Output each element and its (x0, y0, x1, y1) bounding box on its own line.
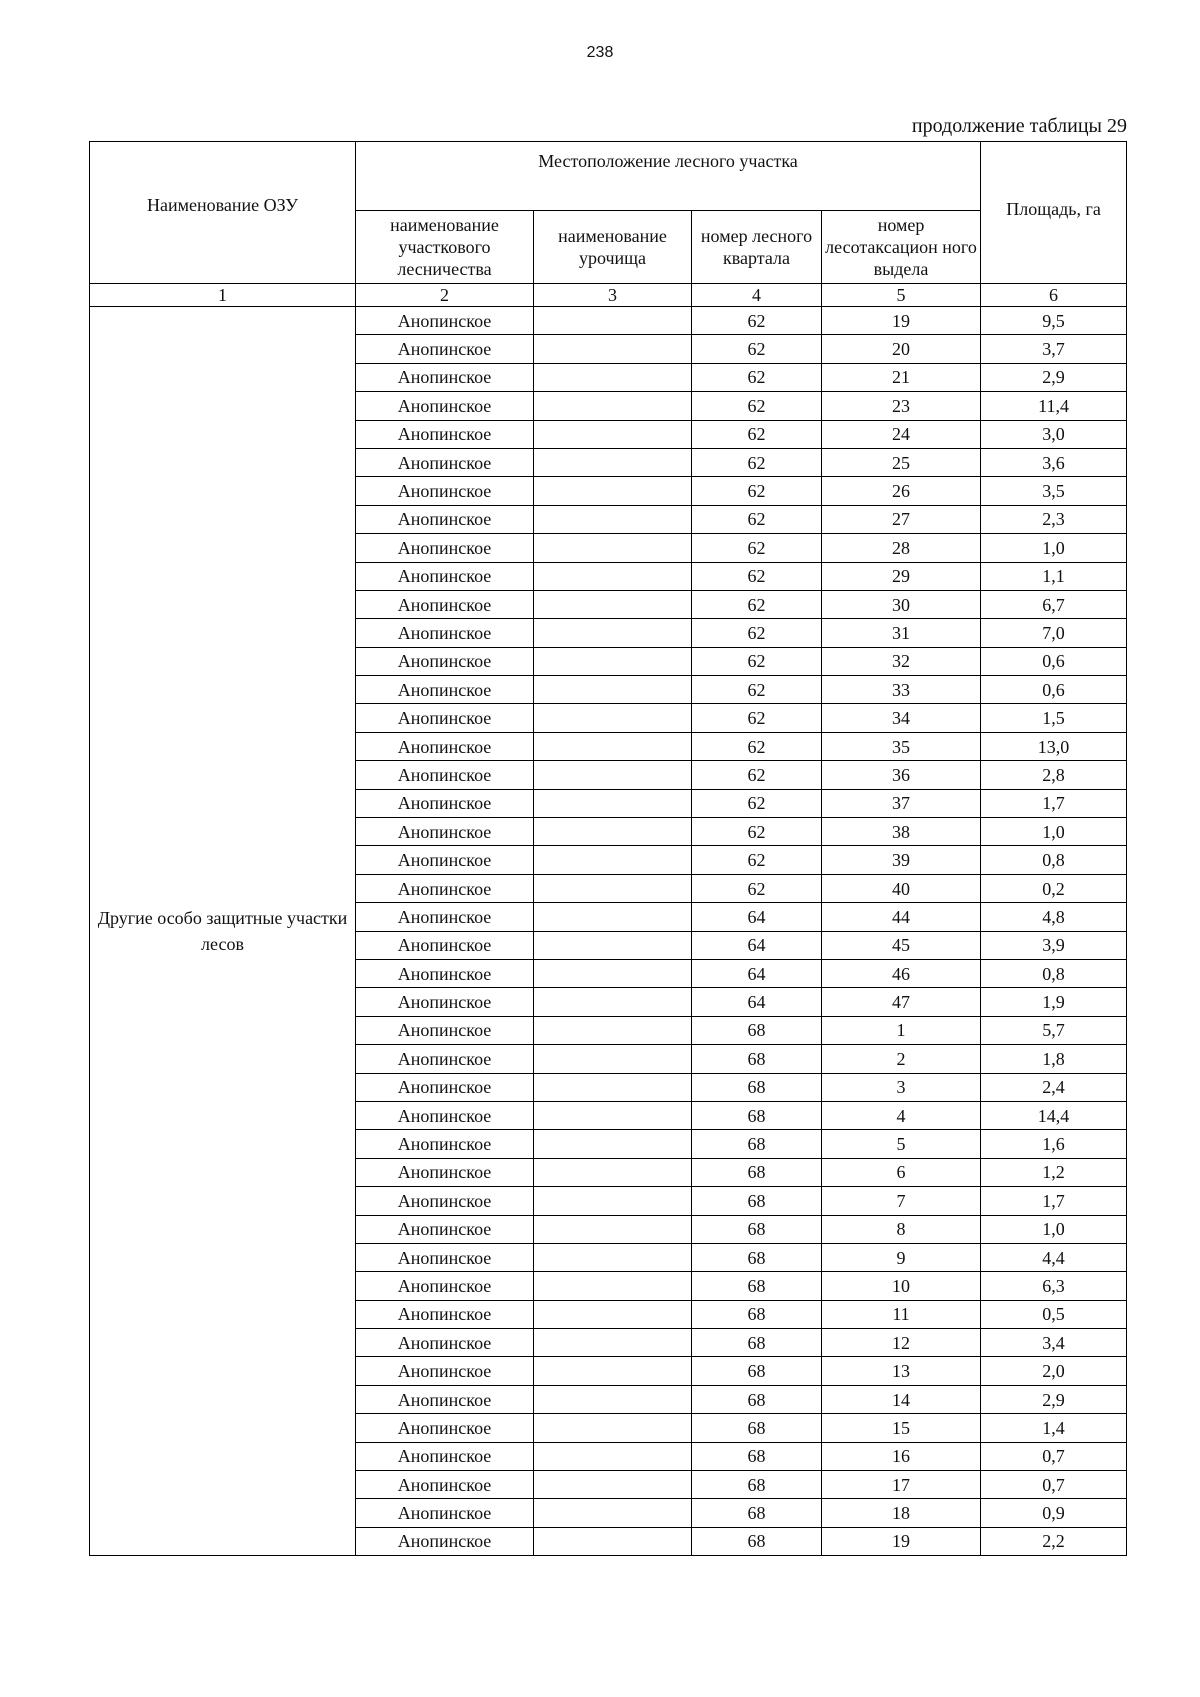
cell-kvartal: 62 (692, 619, 822, 647)
cell-vydel: 11 (822, 1300, 981, 1328)
cell-area: 1,6 (981, 1130, 1127, 1158)
cell-kvartal: 68 (692, 1499, 822, 1527)
cell-area: 4,8 (981, 903, 1127, 931)
cell-lesnichestvo: Анопинское (356, 363, 534, 391)
cell-area: 2,4 (981, 1073, 1127, 1101)
ozu-name-cell: Другие особо защитные участки лесов (90, 307, 356, 1556)
cell-area: 9,5 (981, 307, 1127, 335)
cell-urochishche (534, 1442, 692, 1470)
cell-urochishche (534, 1016, 692, 1044)
cell-lesnichestvo: Анопинское (356, 903, 534, 931)
cell-kvartal: 62 (692, 732, 822, 760)
cell-area: 0,8 (981, 959, 1127, 987)
cell-lesnichestvo: Анопинское (356, 448, 534, 476)
cell-kvartal: 62 (692, 562, 822, 590)
cell-kvartal: 62 (692, 761, 822, 789)
page-number: 238 (586, 44, 614, 61)
cell-urochishche (534, 874, 692, 902)
cell-kvartal: 62 (692, 534, 822, 562)
cell-vydel: 10 (822, 1272, 981, 1300)
cell-vydel: 33 (822, 676, 981, 704)
column-number: 2 (356, 284, 534, 307)
cell-lesnichestvo: Анопинское (356, 1187, 534, 1215)
cell-lesnichestvo: Анопинское (356, 704, 534, 732)
cell-lesnichestvo: Анопинское (356, 1272, 534, 1300)
cell-lesnichestvo: Анопинское (356, 1045, 534, 1073)
cell-area: 0,6 (981, 647, 1127, 675)
cell-lesnichestvo: Анопинское (356, 1329, 534, 1357)
cell-urochishche (534, 1471, 692, 1499)
cell-urochishche (534, 1385, 692, 1413)
cell-urochishche (534, 590, 692, 618)
cell-area: 2,9 (981, 363, 1127, 391)
cell-vydel: 45 (822, 931, 981, 959)
cell-urochishche (534, 704, 692, 732)
cell-vydel: 19 (822, 307, 981, 335)
table-row (90, 307, 1127, 335)
cell-area: 6,7 (981, 590, 1127, 618)
cell-urochishche (534, 903, 692, 931)
cell-vydel: 44 (822, 903, 981, 931)
cell-kvartal: 62 (692, 647, 822, 675)
cell-lesnichestvo: Анопинское (356, 1073, 534, 1101)
cell-area: 1,1 (981, 562, 1127, 590)
cell-kvartal: 62 (692, 477, 822, 505)
cell-vydel: 3 (822, 1073, 981, 1101)
cell-vydel: 47 (822, 988, 981, 1016)
cell-lesnichestvo: Анопинское (356, 1101, 534, 1129)
cell-vydel: 8 (822, 1215, 981, 1243)
cell-area: 5,7 (981, 1016, 1127, 1044)
cell-kvartal: 68 (692, 1442, 822, 1470)
column-number: 6 (981, 284, 1127, 307)
header-uchastkovoe: наименование участкового лесничества (356, 211, 534, 284)
cell-area: 1,5 (981, 704, 1127, 732)
cell-kvartal: 62 (692, 590, 822, 618)
cell-kvartal: 68 (692, 1300, 822, 1328)
cell-vydel: 23 (822, 392, 981, 420)
cell-urochishche (534, 392, 692, 420)
cell-kvartal: 62 (692, 420, 822, 448)
cell-kvartal: 62 (692, 307, 822, 335)
header-location: Местоположение лесного участка (356, 142, 981, 211)
cell-urochishche (534, 1414, 692, 1442)
cell-lesnichestvo: Анопинское (356, 1442, 534, 1470)
cell-vydel: 18 (822, 1499, 981, 1527)
cell-lesnichestvo: Анопинское (356, 732, 534, 760)
cell-area: 2,2 (981, 1527, 1127, 1555)
cell-lesnichestvo: Анопинское (356, 1357, 534, 1385)
column-number: 5 (822, 284, 981, 307)
cell-kvartal: 68 (692, 1073, 822, 1101)
cell-urochishche (534, 1130, 692, 1158)
cell-vydel: 27 (822, 505, 981, 533)
cell-vydel: 32 (822, 647, 981, 675)
cell-area: 1,8 (981, 1045, 1127, 1073)
cell-area: 3,4 (981, 1329, 1127, 1357)
cell-vydel: 36 (822, 761, 981, 789)
cell-urochishche (534, 846, 692, 874)
cell-vydel: 31 (822, 619, 981, 647)
cell-vydel: 39 (822, 846, 981, 874)
cell-vydel: 28 (822, 534, 981, 562)
cell-kvartal: 62 (692, 789, 822, 817)
cell-vydel: 30 (822, 590, 981, 618)
cell-lesnichestvo: Анопинское (356, 818, 534, 846)
cell-lesnichestvo: Анопинское (356, 1499, 534, 1527)
cell-lesnichestvo: Анопинское (356, 988, 534, 1016)
cell-kvartal: 62 (692, 448, 822, 476)
cell-lesnichestvo: Анопинское (356, 1527, 534, 1555)
cell-kvartal: 68 (692, 1243, 822, 1271)
cell-vydel: 40 (822, 874, 981, 902)
cell-kvartal: 68 (692, 1414, 822, 1442)
cell-vydel: 25 (822, 448, 981, 476)
cell-vydel: 5 (822, 1130, 981, 1158)
cell-kvartal: 62 (692, 363, 822, 391)
cell-lesnichestvo: Анопинское (356, 335, 534, 363)
cell-lesnichestvo: Анопинское (356, 534, 534, 562)
cell-urochishche (534, 931, 692, 959)
table-header (90, 142, 1127, 307)
cell-vydel: 35 (822, 732, 981, 760)
cell-area: 4,4 (981, 1243, 1127, 1271)
cell-lesnichestvo: Анопинское (356, 1130, 534, 1158)
cell-urochishche (534, 1357, 692, 1385)
cell-kvartal: 68 (692, 1101, 822, 1129)
cell-kvartal: 62 (692, 874, 822, 902)
cell-urochishche (534, 420, 692, 448)
cell-kvartal: 64 (692, 903, 822, 931)
cell-lesnichestvo: Анопинское (356, 562, 534, 590)
cell-urochishche (534, 1101, 692, 1129)
header-area: Площадь, га (981, 142, 1127, 284)
cell-urochishche (534, 761, 692, 789)
cell-urochishche (534, 1158, 692, 1186)
cell-area: 11,4 (981, 392, 1127, 420)
cell-urochishche (534, 676, 692, 704)
cell-lesnichestvo: Анопинское (356, 1215, 534, 1243)
cell-vydel: 4 (822, 1101, 981, 1129)
cell-urochishche (534, 619, 692, 647)
cell-vydel: 21 (822, 363, 981, 391)
cell-urochishche (534, 1187, 692, 1215)
cell-kvartal: 62 (692, 818, 822, 846)
cell-lesnichestvo: Анопинское (356, 676, 534, 704)
cell-lesnichestvo: Анопинское (356, 1016, 534, 1044)
cell-urochishche (534, 562, 692, 590)
cell-vydel: 26 (822, 477, 981, 505)
cell-lesnichestvo: Анопинское (356, 420, 534, 448)
cell-area: 14,4 (981, 1101, 1127, 1129)
cell-vydel: 37 (822, 789, 981, 817)
cell-area: 0,7 (981, 1471, 1127, 1499)
cell-area: 3,6 (981, 448, 1127, 476)
cell-area: 1,9 (981, 988, 1127, 1016)
cell-lesnichestvo: Анопинское (356, 1414, 534, 1442)
cell-vydel: 19 (822, 1527, 981, 1555)
cell-urochishche (534, 1527, 692, 1555)
cell-urochishche (534, 988, 692, 1016)
cell-area: 0,6 (981, 676, 1127, 704)
table-caption: продолжение таблицы 29 (911, 115, 1127, 137)
data-table (89, 141, 1127, 1556)
cell-lesnichestvo: Анопинское (356, 931, 534, 959)
cell-kvartal: 62 (692, 392, 822, 420)
cell-lesnichestvo: Анопинское (356, 392, 534, 420)
cell-area: 0,5 (981, 1300, 1127, 1328)
cell-lesnichestvo: Анопинское (356, 307, 534, 335)
cell-lesnichestvo: Анопинское (356, 959, 534, 987)
cell-vydel: 46 (822, 959, 981, 987)
cell-vydel: 34 (822, 704, 981, 732)
cell-urochishche (534, 959, 692, 987)
cell-area: 3,5 (981, 477, 1127, 505)
header-ozu: Наименование ОЗУ (90, 142, 356, 284)
cell-lesnichestvo: Анопинское (356, 789, 534, 817)
cell-kvartal: 68 (692, 1329, 822, 1357)
cell-kvartal: 64 (692, 931, 822, 959)
cell-lesnichestvo: Анопинское (356, 1300, 534, 1328)
cell-area: 2,8 (981, 761, 1127, 789)
cell-area: 0,9 (981, 1499, 1127, 1527)
cell-area: 3,7 (981, 335, 1127, 363)
cell-kvartal: 68 (692, 1272, 822, 1300)
cell-area: 1,0 (981, 818, 1127, 846)
cell-kvartal: 64 (692, 988, 822, 1016)
cell-urochishche (534, 448, 692, 476)
cell-kvartal: 68 (692, 1130, 822, 1158)
cell-vydel: 1 (822, 1016, 981, 1044)
column-number: 4 (692, 284, 822, 307)
cell-lesnichestvo: Анопинское (356, 590, 534, 618)
cell-area: 0,8 (981, 846, 1127, 874)
cell-area: 0,7 (981, 1442, 1127, 1470)
header-kvartal: номер лесного квартала (692, 211, 822, 284)
cell-lesnichestvo: Анопинское (356, 505, 534, 533)
cell-kvartal: 64 (692, 959, 822, 987)
table-body (90, 307, 1127, 1556)
cell-urochishche (534, 505, 692, 533)
header-urochishche: наименование урочища (534, 211, 692, 284)
column-numbers-row (90, 284, 1127, 307)
cell-lesnichestvo: Анопинское (356, 647, 534, 675)
cell-lesnichestvo: Анопинское (356, 874, 534, 902)
cell-urochishche (534, 1045, 692, 1073)
cell-urochishche (534, 789, 692, 817)
cell-area: 2,9 (981, 1385, 1127, 1413)
cell-urochishche (534, 477, 692, 505)
cell-kvartal: 68 (692, 1158, 822, 1186)
cell-lesnichestvo: Анопинское (356, 1385, 534, 1413)
cell-area: 1,0 (981, 1215, 1127, 1243)
cell-urochishche (534, 534, 692, 562)
cell-kvartal: 68 (692, 1045, 822, 1073)
cell-lesnichestvo: Анопинское (356, 619, 534, 647)
cell-vydel: 15 (822, 1414, 981, 1442)
cell-lesnichestvo: Анопинское (356, 1471, 534, 1499)
cell-kvartal: 68 (692, 1016, 822, 1044)
cell-kvartal: 62 (692, 676, 822, 704)
cell-kvartal: 68 (692, 1471, 822, 1499)
cell-urochishche (534, 1272, 692, 1300)
cell-lesnichestvo: Анопинское (356, 846, 534, 874)
cell-area: 1,7 (981, 789, 1127, 817)
cell-urochishche (534, 1300, 692, 1328)
cell-urochishche (534, 363, 692, 391)
cell-vydel: 29 (822, 562, 981, 590)
cell-vydel: 13 (822, 1357, 981, 1385)
cell-area: 0,2 (981, 874, 1127, 902)
cell-kvartal: 62 (692, 704, 822, 732)
header-vydel: номер лесотаксацион ного выдела (822, 211, 981, 284)
cell-urochishche (534, 307, 692, 335)
cell-kvartal: 68 (692, 1187, 822, 1215)
cell-area: 1,7 (981, 1187, 1127, 1215)
cell-kvartal: 68 (692, 1527, 822, 1555)
cell-lesnichestvo: Анопинское (356, 761, 534, 789)
cell-area: 1,0 (981, 534, 1127, 562)
cell-area: 3,0 (981, 420, 1127, 448)
cell-area: 3,9 (981, 931, 1127, 959)
cell-vydel: 6 (822, 1158, 981, 1186)
cell-area: 13,0 (981, 732, 1127, 760)
cell-kvartal: 68 (692, 1215, 822, 1243)
cell-vydel: 24 (822, 420, 981, 448)
cell-vydel: 12 (822, 1329, 981, 1357)
cell-vydel: 9 (822, 1243, 981, 1271)
cell-urochishche (534, 1215, 692, 1243)
cell-vydel: 2 (822, 1045, 981, 1073)
cell-lesnichestvo: Анопинское (356, 1243, 534, 1271)
cell-urochishche (534, 1499, 692, 1527)
cell-vydel: 17 (822, 1471, 981, 1499)
column-number: 3 (534, 284, 692, 307)
cell-urochishche (534, 1073, 692, 1101)
cell-lesnichestvo: Анопинское (356, 1158, 534, 1186)
cell-lesnichestvo: Анопинское (356, 477, 534, 505)
cell-area: 1,4 (981, 1414, 1127, 1442)
cell-urochishche (534, 818, 692, 846)
cell-area: 2,3 (981, 505, 1127, 533)
cell-urochishche (534, 647, 692, 675)
column-number: 1 (90, 284, 356, 307)
cell-kvartal: 68 (692, 1385, 822, 1413)
cell-vydel: 7 (822, 1187, 981, 1215)
cell-area: 2,0 (981, 1357, 1127, 1385)
cell-urochishche (534, 1329, 692, 1357)
cell-vydel: 14 (822, 1385, 981, 1413)
cell-area: 7,0 (981, 619, 1127, 647)
cell-urochishche (534, 1243, 692, 1271)
cell-vydel: 38 (822, 818, 981, 846)
cell-urochishche (534, 732, 692, 760)
cell-kvartal: 62 (692, 846, 822, 874)
cell-vydel: 20 (822, 335, 981, 363)
cell-area: 6,3 (981, 1272, 1127, 1300)
cell-urochishche (534, 335, 692, 363)
cell-kvartal: 62 (692, 505, 822, 533)
cell-vydel: 16 (822, 1442, 981, 1470)
cell-area: 1,2 (981, 1158, 1127, 1186)
cell-kvartal: 62 (692, 335, 822, 363)
cell-kvartal: 68 (692, 1357, 822, 1385)
